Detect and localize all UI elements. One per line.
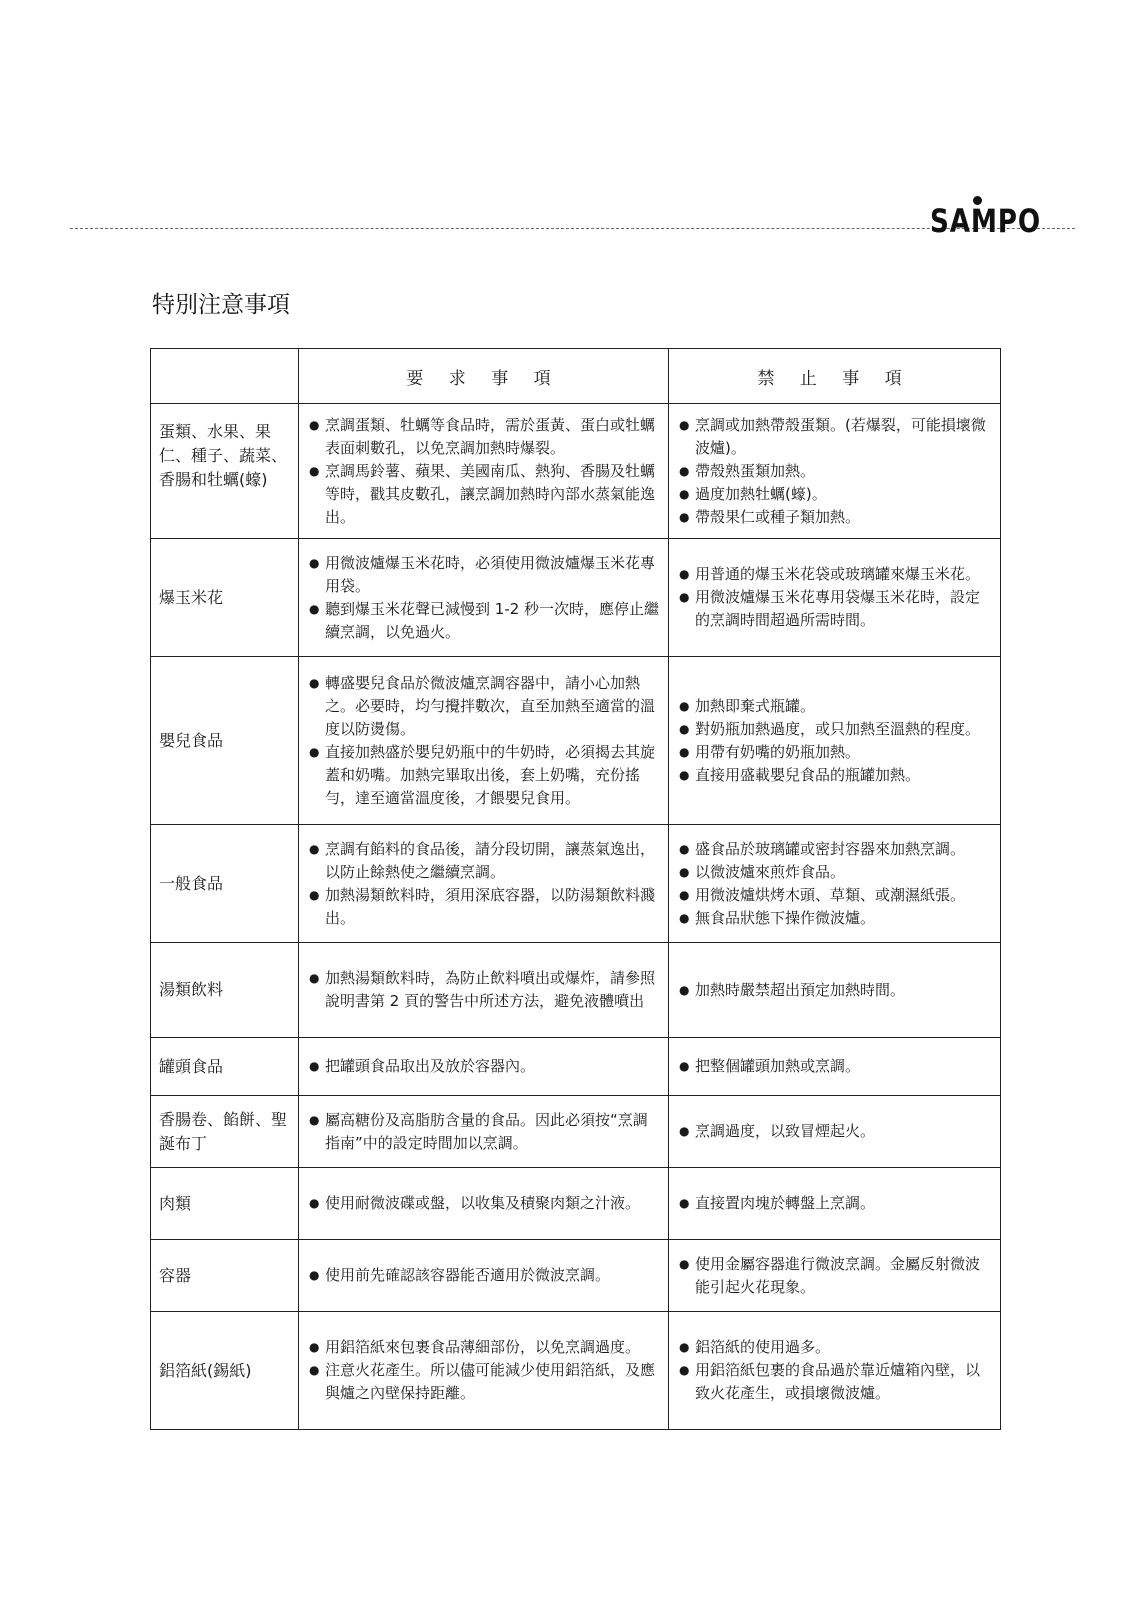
- prohibited-cell: [669, 1038, 1001, 1096]
- row-category: 肉類: [151, 1168, 299, 1240]
- prohibited-cell: [669, 1096, 1001, 1168]
- list-item: ● 把整個罐頭加熱或烹調。: [679, 1055, 992, 1078]
- required-cell: [299, 1312, 669, 1430]
- list-item: ● 烹調有餡料的食品後，請分段切開，讓蒸氣逸出，以防止餘熱使之繼續烹調。: [309, 838, 660, 884]
- list-item: ● 用鋁箔紙來包裹食品薄細部份，以免烹調過度。: [309, 1336, 660, 1359]
- row-category: 湯類飲料: [151, 943, 299, 1038]
- list-item: ● 使用前先確認該容器能否適用於微波烹調。: [309, 1264, 660, 1287]
- table-row: [151, 1312, 1001, 1430]
- list-item: ● 屬高糖份及高脂肪含量的食品。因此必須按“烹調指南”中的設定時間加以烹調。: [309, 1109, 660, 1155]
- table-row: [151, 943, 1001, 1038]
- prohibited-cell: [669, 657, 1001, 825]
- list-item: ● 烹調過度，以致冒煙起火。: [679, 1120, 992, 1143]
- table-row: [151, 1168, 1001, 1240]
- required-cell: [299, 1096, 669, 1168]
- required-cell: [299, 825, 669, 943]
- list-item: ● 烹調蛋類、牡蠣等食品時，需於蛋黃、蛋白或牡蠣表面刺數孔，以免烹調加熱時爆裂。: [309, 414, 660, 460]
- list-item: ● 烹調或加熱帶殼蛋類。(若爆裂，可能損壞微波爐)。: [679, 414, 992, 460]
- required-cell: [299, 404, 669, 539]
- list-item: ● 用微波爐爆玉米花專用袋爆玉米花時，設定的烹調時間超過所需時間。: [679, 586, 992, 632]
- list-item: ● 直接加熱盛於嬰兒奶瓶中的牛奶時，必須揭去其旋蓋和奶嘴。加熱完畢取出後，套上奶嘴，充份搖勻，達至適當溫度後，才餵嬰兒食用。: [309, 741, 660, 810]
- required-cell: [299, 657, 669, 825]
- list-item: ● 聽到爆玉米花聲已減慢到 1-2 秒一次時，應停止繼續烹調，以免過火。: [309, 598, 660, 644]
- list-item: ● 用鋁箔紙包裹的食品過於靠近爐箱內壁，以致火花產生，或損壞微波爐。: [679, 1359, 992, 1405]
- list-item: ● 鋁箔紙的使用過多。: [679, 1336, 992, 1359]
- list-item: ● 對奶瓶加熱過度，或只加熱至溫熱的程度。: [679, 718, 992, 741]
- header-rule: [70, 228, 1075, 229]
- table-row: [151, 657, 1001, 825]
- list-item: ● 轉盛嬰兒食品於微波爐烹調容器中，請小心加熱之。必要時，均勻攪拌數次，直至加熱至適當的溫度以防燙傷。: [309, 672, 660, 741]
- list-item: ● 用普通的爆玉米花袋或玻璃罐來爆玉米花。: [679, 563, 992, 586]
- list-item: ● 用微波爐烘烤木頭、草類、或潮濕紙張。: [679, 884, 992, 907]
- list-item: ● 使用金屬容器進行微波烹調。金屬反射微波能引起火花現象。: [679, 1253, 992, 1299]
- brand-logo: [930, 196, 1040, 242]
- list-item: ● 用帶有奶嘴的奶瓶加熱。: [679, 741, 992, 764]
- prohibited-cell: [669, 539, 1001, 657]
- row-category: 蛋類、水果、果仁、種子、蔬菜、香腸和牡蠣(蠔): [151, 404, 299, 539]
- row-category: 嬰兒食品: [151, 657, 299, 825]
- brand-name: SAMPO: [930, 202, 1041, 240]
- prohibited-cell: [669, 943, 1001, 1038]
- required-cell: [299, 943, 669, 1038]
- required-cell: [299, 539, 669, 657]
- list-item: ● 直接置肉塊於轉盤上烹調。: [679, 1192, 992, 1215]
- table-row: [151, 404, 1001, 539]
- required-cell: [299, 1168, 669, 1240]
- prohibited-cell: [669, 1168, 1001, 1240]
- prohibited-cell: [669, 404, 1001, 539]
- table-row: [151, 1038, 1001, 1096]
- row-category: 罐頭食品: [151, 1038, 299, 1096]
- list-item: ● 加熱湯類飲料時，須用深底容器，以防湯類飲料濺出。: [309, 884, 660, 930]
- prohibited-cell: [669, 825, 1001, 943]
- prohibited-cell: [669, 1312, 1001, 1430]
- table-row: [151, 539, 1001, 657]
- required-cell: [299, 1240, 669, 1312]
- row-category: 鋁箔紙(錫紙): [151, 1312, 299, 1430]
- list-item: ● 盛食品於玻璃罐或密封容器來加熱烹調。: [679, 838, 992, 861]
- table-header-row: [151, 349, 1001, 404]
- list-item: ● 直接用盛載嬰兒食品的瓶罐加熱。: [679, 764, 992, 787]
- list-item: ● 以微波爐來煎炸食品。: [679, 861, 992, 884]
- list-item: ● 帶殼熟蛋類加熱。: [679, 460, 992, 483]
- header-required: 要 求 事 項: [299, 349, 669, 404]
- list-item: ● 把罐頭食品取出及放於容器內。: [309, 1055, 660, 1078]
- list-item: ● 過度加熱牡蠣(蠔)。: [679, 483, 992, 506]
- header-prohibited: 禁 止 事 項: [669, 349, 1001, 404]
- list-item: ● 加熱湯類飲料時，為防止飲料噴出或爆炸，請參照說明書第 2 頁的警告中所述方法，避免液體噴出: [309, 967, 660, 1013]
- prohibited-cell: [669, 1240, 1001, 1312]
- table-row: [151, 1240, 1001, 1312]
- list-item: ● 加熱時嚴禁超出預定加熱時間。: [679, 979, 992, 1002]
- table-row: [151, 825, 1001, 943]
- list-item: ● 加熱即棄式瓶罐。: [679, 695, 992, 718]
- list-item: ● 注意火花產生。所以儘可能減少使用鋁箔紙，及應與爐之內壁保持距離。: [309, 1359, 660, 1405]
- precautions-table: [150, 348, 1001, 1430]
- list-item: ● 帶殼果仁或種子類加熱。: [679, 506, 992, 529]
- page-title: 特別注意事項: [152, 292, 290, 318]
- list-item: ● 使用耐微波碟或盤，以收集及積聚肉類之汁液。: [309, 1192, 660, 1215]
- row-category: 香腸卷、餡餅、聖誕布丁: [151, 1096, 299, 1168]
- row-category: 一般食品: [151, 825, 299, 943]
- table-row: [151, 1096, 1001, 1168]
- list-item: ● 用微波爐爆玉米花時，必須使用微波爐爆玉米花專用袋。: [309, 552, 660, 598]
- row-category: 爆玉米花: [151, 539, 299, 657]
- list-item: ● 無食品狀態下操作微波爐。: [679, 907, 992, 930]
- header-category: [151, 349, 299, 404]
- required-cell: [299, 1038, 669, 1096]
- row-category: 容器: [151, 1240, 299, 1312]
- list-item: ● 烹調馬鈴薯、蘋果、美國南瓜、熱狗、香腸及牡蠣等時，戳其皮數孔，讓烹調加熱時內部水蒸氣能逸出。: [309, 460, 660, 529]
